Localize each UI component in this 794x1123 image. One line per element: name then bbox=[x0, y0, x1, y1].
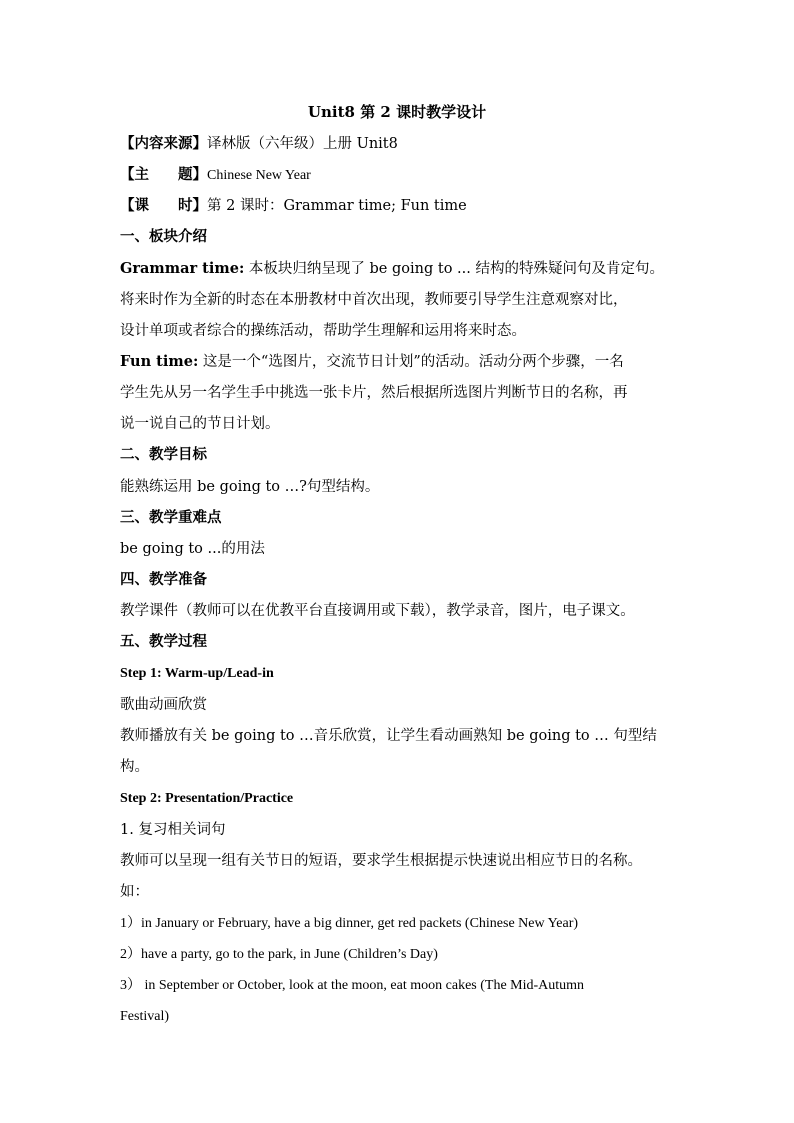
step-1-text-line-1: 教师播放有关 be going to …音乐欣赏，让学生看动画熟知 be going to … 句型结 bbox=[120, 728, 657, 744]
section-2-heading: 二、教学目标 bbox=[120, 446, 207, 463]
fun-time-text-1: 这是一个“选图片，交流节日计划”的活动。活动分两个步骤，一名 bbox=[198, 354, 624, 370]
section-5-heading: 五、教学过程 bbox=[120, 633, 207, 650]
fun-time-paragraph-line-3: 说一说自己的节日计划。 bbox=[120, 416, 280, 432]
step-2-heading: Step 2: Presentation/Practice bbox=[120, 791, 294, 806]
meta-period bbox=[120, 196, 680, 216]
step-2-text-line-1: 教师可以呈现一组有关节日的短语，要求学生根据提示快速说出相应节日的名称。 bbox=[120, 853, 642, 869]
document-title: Unit8 第 2 课时教学设计 bbox=[307, 103, 487, 121]
grammar-time-text-1: 本板块归纳呈现了 be going to ... 结构的特殊疑问句及肯定句。 bbox=[244, 261, 664, 277]
step-1-text-line-2: 构。 bbox=[120, 759, 149, 775]
section-3-heading: 三、教学重难点 bbox=[120, 509, 222, 526]
section-4-text: 教学课件（教师可以在优教平台直接调用或下载），教学录音，图片，电子课文。 bbox=[120, 603, 635, 619]
step-2-text-line-2: 如： bbox=[120, 884, 149, 900]
grammar-time-paragraph-line-1 bbox=[120, 259, 680, 279]
step-1-subheading: 歌曲动画欣赏 bbox=[120, 697, 207, 713]
grammar-time-paragraph-line-3: 设计单项或者综合的操练活动，帮助学生理解和运用将来时态。 bbox=[120, 323, 526, 339]
example-1: 1）in January or February, have a big dinner, get red packets (Chinese New Year) bbox=[120, 916, 579, 931]
section-4-heading: 四、教学准备 bbox=[120, 571, 207, 588]
example-3-line-1: 3） in September or October, look at the moon, eat moon cakes (The Mid-Autumn bbox=[120, 978, 585, 993]
meta-topic-value: Chinese New Year bbox=[207, 168, 311, 183]
fun-time-paragraph-line-1 bbox=[120, 352, 680, 372]
meta-source bbox=[120, 134, 680, 154]
section-1-heading: 一、板块介绍 bbox=[120, 228, 207, 245]
meta-topic-label: 【主 题】 bbox=[120, 166, 207, 183]
section-3-text: be going to ...的用法 bbox=[120, 541, 265, 557]
grammar-time-paragraph-line-2: 将来时作为全新的时态在本册教材中首次出现，教师要引导学生注意观察对比， bbox=[120, 292, 628, 308]
fun-time-paragraph-line-2: 学生先从另一名学生手中挑选一张卡片，然后根据所选图片判断节日的名称，再 bbox=[120, 385, 628, 401]
meta-source-label: 【内容来源】 bbox=[120, 135, 207, 152]
meta-period-value: 第 2 课时：Grammar time; Fun time bbox=[207, 198, 467, 214]
step-2-item-1: 1. 复习相关词句 bbox=[120, 822, 226, 838]
meta-period-label: 【课 时】 bbox=[120, 197, 207, 214]
meta-source-value: 译林版（六年级）上册 Unit8 bbox=[207, 136, 398, 152]
example-3-line-2: Festival) bbox=[120, 1009, 169, 1024]
grammar-time-label: Grammar time: bbox=[120, 260, 245, 277]
fun-time-label: Fun time: bbox=[120, 353, 199, 370]
step-1-heading: Step 1: Warm-up/Lead-in bbox=[120, 666, 274, 681]
meta-topic bbox=[120, 165, 680, 186]
section-2-text: 能熟练运用 be going to …?句型结构。 bbox=[120, 479, 380, 495]
example-2: 2）have a party, go to the park, in June (Children’s Day) bbox=[120, 947, 438, 962]
